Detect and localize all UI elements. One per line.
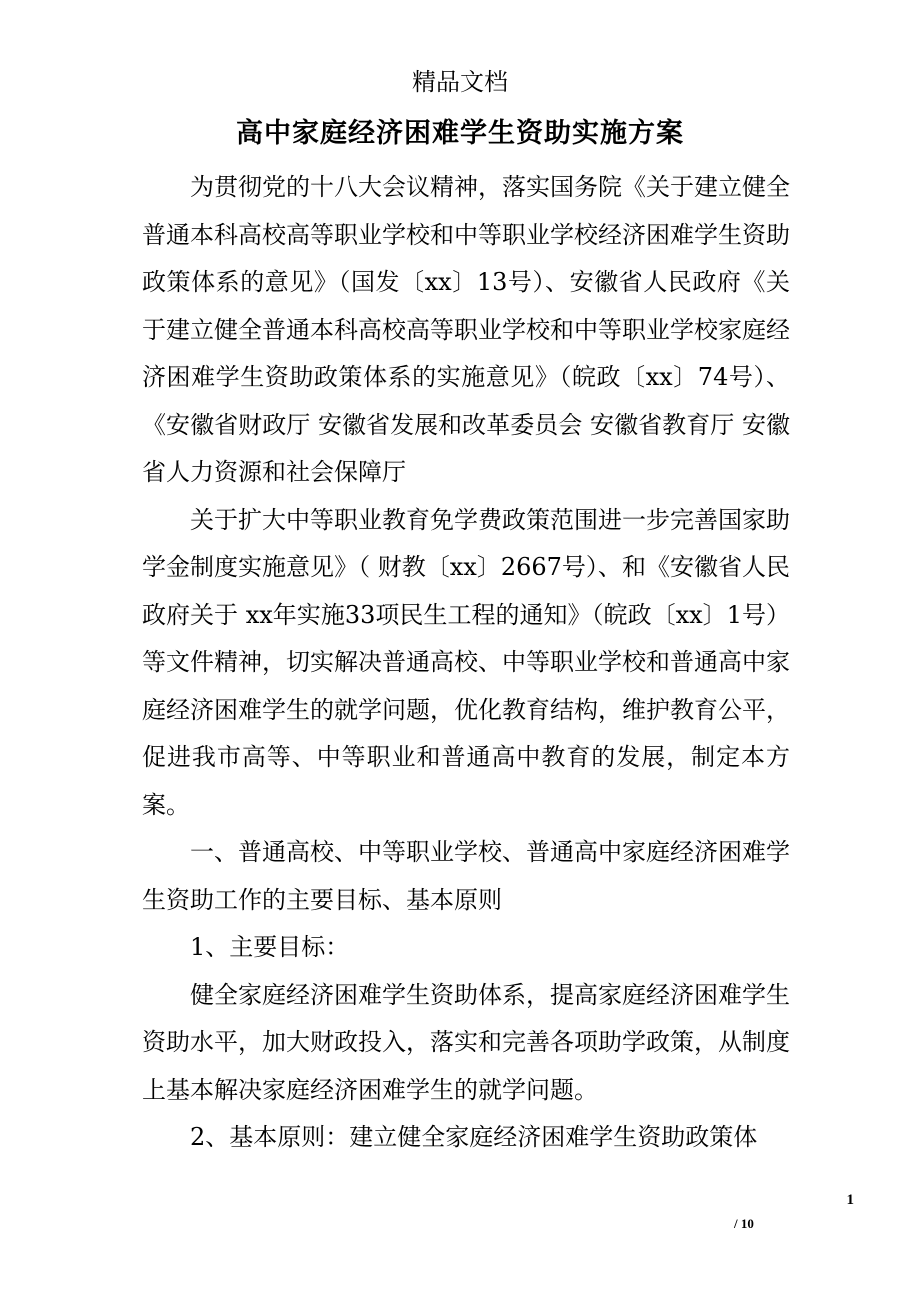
section-heading: 一、普通高校、中等职业学校、普通高中家庭经济困难学生资助工作的主要目标、基本原则 [142, 838, 790, 914]
document-body [142, 164, 790, 1162]
document-title: 高中家庭经济困难学生资助实施方案 [236, 118, 684, 149]
subsection-heading: 1、主要目标： [190, 933, 350, 961]
paragraph: 2、基本原则：建立健全家庭经济困难学生资助政策体 [190, 1123, 758, 1151]
paragraph: 为贯彻党的十八大会议精神，落实国务院《关于建立健全普通本科高校高等职业学校和中等职业学校经济困难学生资助政策体系的意见》（国发〔xx〕13号）、安徽省人民政府《关于建立健全普通本科高校高等职业学校和中等职业学校家庭经济困难学生资助政策体系的实施意见》（皖政〔xx〕74号）、《安徽省财政厅 安徽省发展和改革委员会 安徽省教育厅 安徽省人力资源和社会保障厅 [142, 173, 790, 486]
paragraph: 关于扩大中等职业教育免学费政策范围进一步完善国家助学金制度实施意见》（ 财教〔xx〕2667号）、和《安徽省人民政府关于 xx年实施33项民生工程的通知》（皖政〔xx〕1号）等文件精神，切实解决普通高校、中等职业学校和普通高中家庭经济困难学生的就学问题，优化教育结构，维护教育公平，促进我市高等、中等职业和普通高中教育的发展，制定本方案。 [142, 505, 790, 819]
paragraph: 健全家庭经济困难学生资助体系，提高家庭经济困难学生资助水平，加大财政投入，落实和完善各项助学政策，从制度上基本解决家庭经济困难学生的就学问题。 [142, 980, 790, 1104]
page-number: 1 [846, 1192, 854, 1208]
page-total: / 10 [734, 1216, 754, 1231]
document-header-label: 精品文档 [412, 68, 508, 96]
